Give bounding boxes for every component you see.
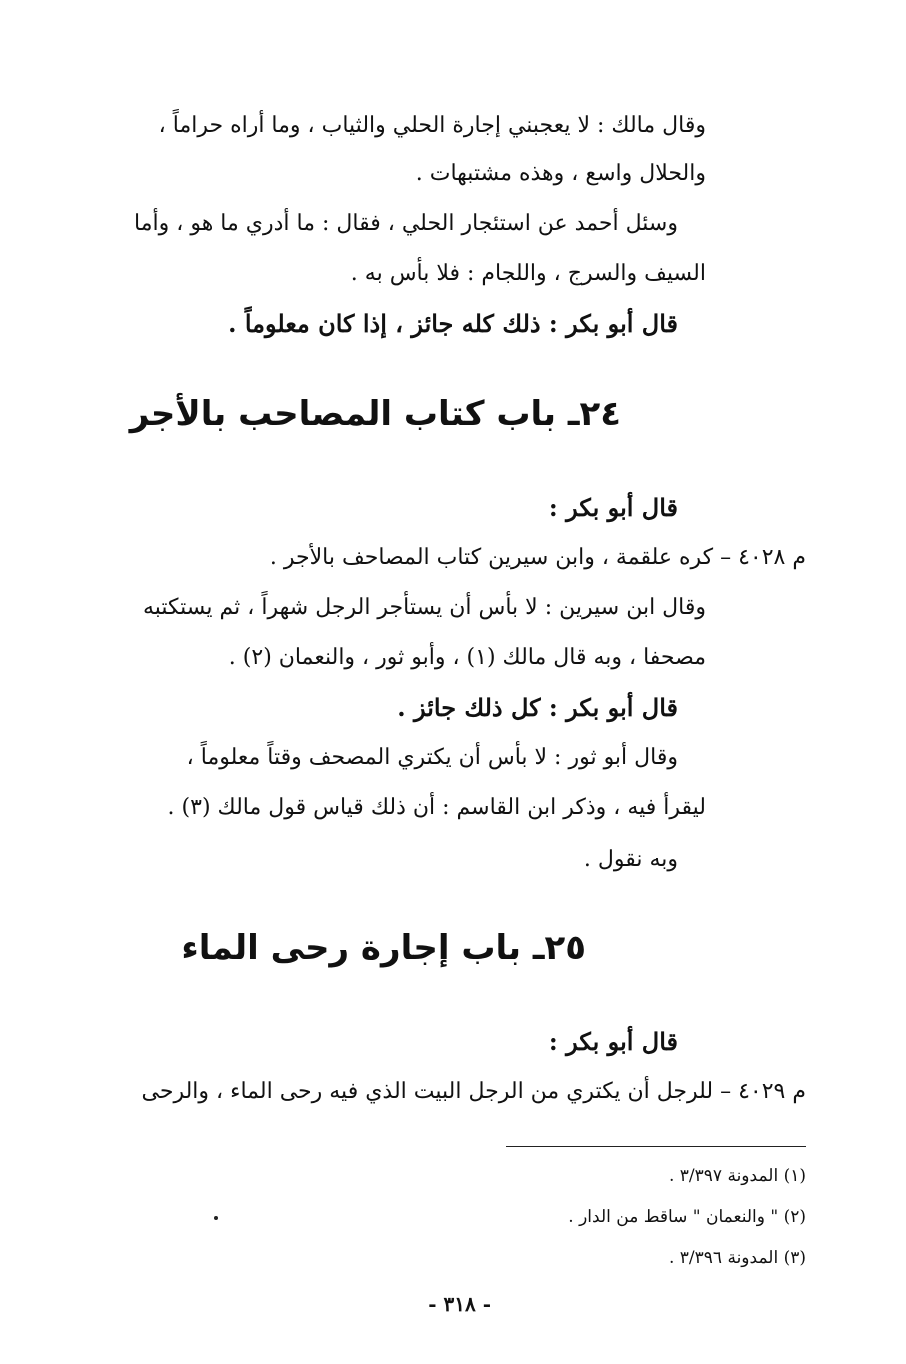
text-line: والحلال واسع ، وهذه مشتبهات . [415, 161, 706, 186]
text-line: م ٤٠٢٨ – كره علقمة ، وابن سيرين كتاب المصاحف بالأجر . [269, 545, 806, 570]
page-number: - ٣١٨ - [428, 1292, 491, 1316]
text-line: وقال ابن سيرين : لا بأس أن يستأجر الرجل شهراً ، ثم يستكتبه [142, 595, 706, 620]
text-line: وسئل أحمد عن استئجار الحلي ، فقال : ما أدري ما هو ، وأما [134, 211, 678, 236]
text-line: مصحفا ، وبه قال مالك (١) ، وأبو ثور ، والنعمان (٢) . [228, 645, 706, 670]
footnote: (٣) المدونة ٣/٣٩٦ . [668, 1248, 806, 1268]
footnote: (٢) " والنعمان " ساقط من الدار . [568, 1207, 806, 1227]
author-statement: قال أبو بكر : [548, 1027, 678, 1056]
text-line: ليقرأ فيه ، وذكر ابن القاسم : أن ذلك قياس قول مالك (٣) . [167, 795, 706, 820]
footnote: (١) المدونة ٣/٣٩٧ . [668, 1166, 806, 1186]
chapter-heading-25: ٢٥ـ باب إجارة رحى الماء [181, 928, 586, 968]
author-statement: قال أبو بكر : ذلك كله جائز ، إذا كان معلوماً . [228, 309, 678, 338]
text-line: وقال أبو ثور : لا بأس أن يكتري المصحف وقتاً معلوماً ، [186, 745, 678, 770]
text-line: م ٤٠٢٩ – للرجل أن يكتري من الرجل البيت الذي فيه رحى الماء ، والرحى [141, 1079, 806, 1104]
chapter-heading-24: ٢٤ـ باب كتاب المصاحب بالأجر [129, 394, 621, 434]
ink-dot [214, 1216, 218, 1220]
text-line: وبه نقول . [583, 847, 678, 872]
text-line: وقال مالك : لا يعجبني إجارة الحلي والثياب ، وما أراه حراماً ، [158, 113, 706, 138]
footnote-separator [506, 1146, 806, 1147]
text-line: السيف والسرج ، واللجام : فلا بأس به . [350, 261, 706, 286]
author-statement: قال أبو بكر : [548, 493, 678, 522]
author-statement: قال أبو بكر : كل ذلك جائز . [397, 693, 678, 722]
